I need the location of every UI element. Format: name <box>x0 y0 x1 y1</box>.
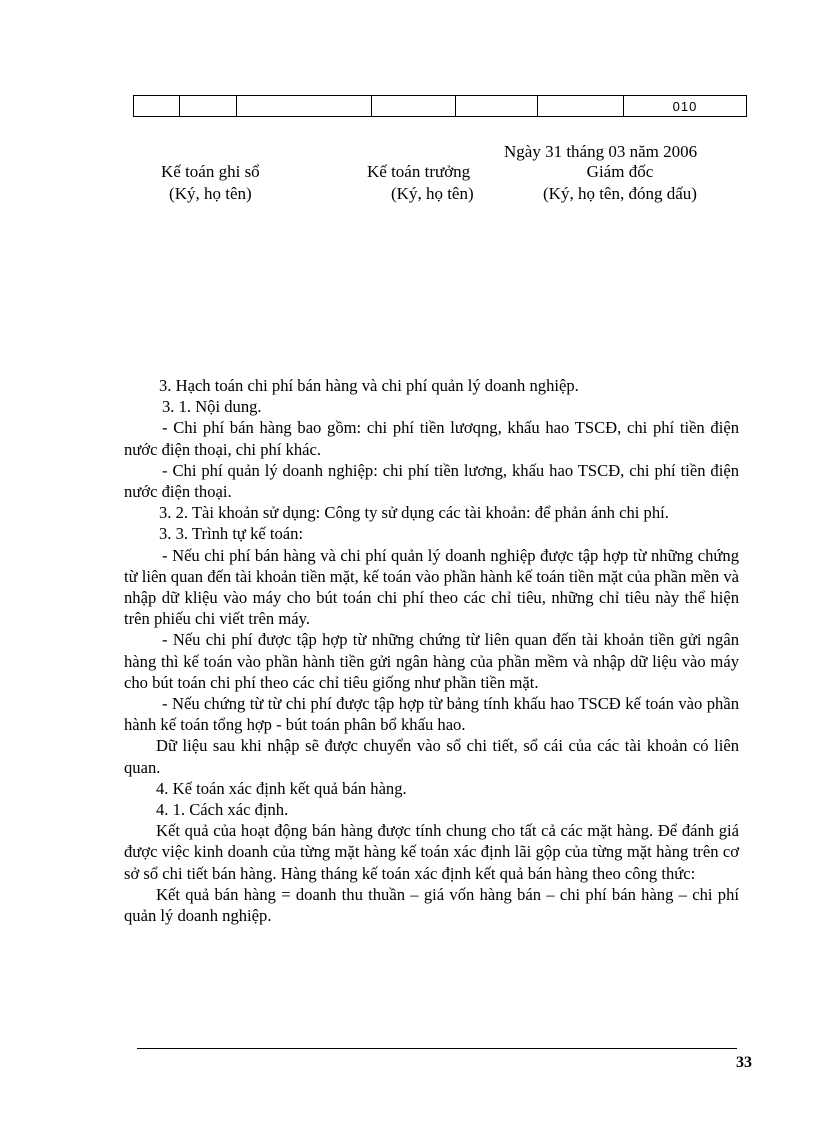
table-row <box>134 96 747 117</box>
paragraph: Dữ liệu sau khi nhập sẽ được chuyển vào sổ chi tiết, sổ cái của các tài khoản có liên quan. <box>124 736 739 777</box>
signature-title: Kế toán ghi sổ <box>161 162 260 181</box>
paragraph: - Nếu chi phí bán hàng và chi phí quản lý doanh nghiệp được tập hợp từ những chứng từ liên quan đến tài khoản tiền mặt, kế toán vào phần hành kế toán tiền mặt của phần mền và nhập dữ kliệu vào máy cho bút toán chi phí theo các chỉ tiêu, những chỉ tiêu này thể hiện trên phiếu chi viết trên máy. <box>124 545 739 629</box>
table-cell <box>372 96 456 117</box>
body-text <box>124 375 739 926</box>
table-fragment <box>133 95 747 117</box>
paragraph: - Nếu chứng từ từ chi phí được tập hợp từ bảng tính khấu hao TSCĐ kế toán vào phần hành kế toán tổng hợp - bút toán phân bổ khấu hao. <box>124 694 739 735</box>
signature-instruction: (Ký, họ tên) <box>391 184 474 203</box>
subsection-heading: 4. 1. Cách xác định. <box>156 800 289 820</box>
signature-director <box>543 161 697 205</box>
section-heading: 3. Hạch toán chi phí bán hàng và chi phí quản lý doanh nghiệp. <box>159 376 579 395</box>
paragraph: - Chi phí quản lý doanh nghiệp: chi phí tiền lương, khấu hao TSCĐ, chi phí tiền điện nước điện thoại. <box>124 460 739 502</box>
page-number: 33 <box>736 1054 752 1071</box>
paragraph: - Nếu chi phí được tập hợp từ những chứng từ liên quan đến tài khoản tiền gửi ngân hàng thì kế toán vào phần hành tiền gửi ngân hàng của phần mềm và nhập dữ liệu vào máy cho bút toán chi phí theo các chỉ tiêu giống như phần tiền mặt. <box>124 630 739 692</box>
signature-title: Kế toán trưởng <box>367 162 471 181</box>
signature-date: Ngày 31 tháng 03 năm 2006 <box>504 142 698 161</box>
table-cell <box>237 96 372 117</box>
paragraph: Kết quả của hoạt động bán hàng được tính chung cho tất cả các mặt hàng. Để đánh giá được việc kinh doanh của từng mặt hàng kế toán xác định lãi gộp của từng mặt hàng trên cơ sở sổ chi tiết bán hàng. Hàng tháng kế toán xác định kết quả bán hàng theo công thức: <box>124 821 739 883</box>
table-cell <box>180 96 237 117</box>
footer-divider <box>137 1048 737 1049</box>
table-cell <box>538 96 624 117</box>
subsection-heading: 3. 1. Nội dung. <box>162 397 262 417</box>
signature-instruction: (Ký, họ tên, đóng dấu) <box>543 184 697 203</box>
signature-chief-accountant <box>367 161 474 205</box>
formula-paragraph: Kết quả bán hàng = doanh thu thuần – giá vốn hàng bán – chi phí bán hàng – chi phí quản lý doanh nghiệp. <box>124 884 739 926</box>
paragraph: - Chi phí bán hàng bao gồm: chi phí tiền lươqng, khấu hao TSCĐ, chi phí tiền điện nước điện thoại, chi phí khác. <box>124 418 739 459</box>
signature-title: Giám đốc <box>586 162 654 181</box>
paragraph: 3. 2. Tài khoản sử dụng: Công ty sử dụng các tài khoản: để phản ánh chi phí. <box>159 503 669 523</box>
section-heading: 4. Kế toán xác định kết quả bán hàng. <box>156 778 407 798</box>
subsection-heading: 3. 3. Trình tự kế toán: <box>159 524 304 544</box>
table-cell <box>134 96 180 117</box>
signature-bookkeeper <box>161 161 260 205</box>
table-cell <box>456 96 538 117</box>
signature-instruction: (Ký, họ tên) <box>169 184 252 203</box>
table-cell-total: 010 <box>624 96 747 117</box>
